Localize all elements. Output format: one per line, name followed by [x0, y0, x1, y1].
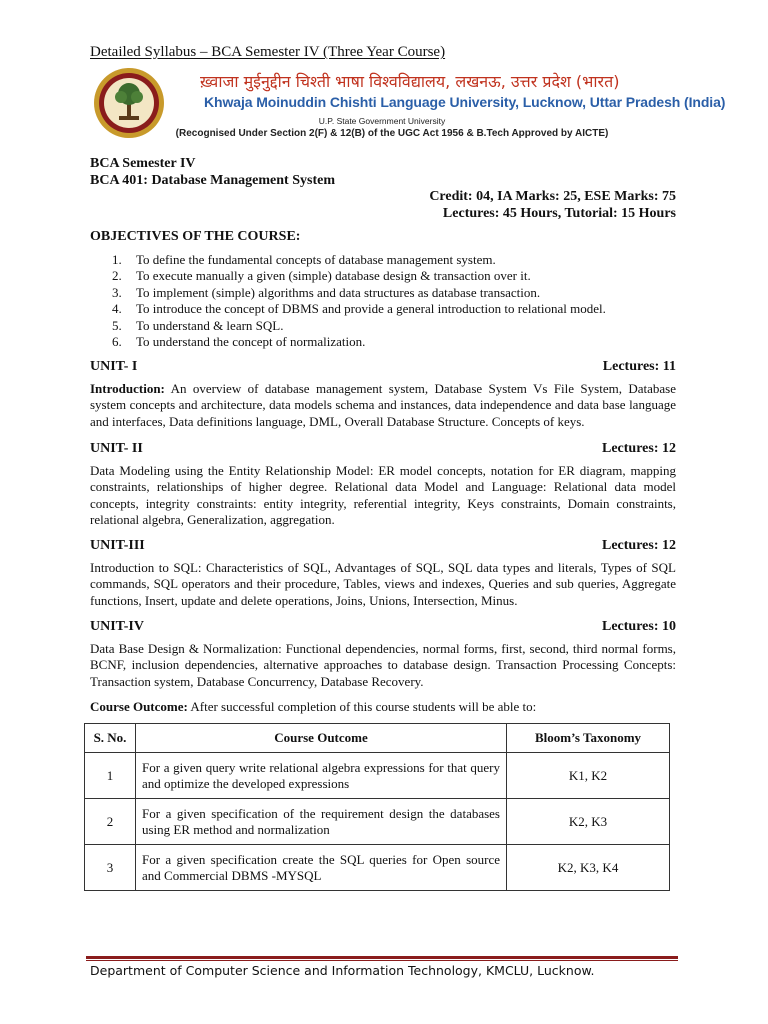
course-outcome-intro: Course Outcome: After successful completion of this course students will be able to:	[90, 699, 537, 714]
column-header: S. No.	[85, 724, 136, 753]
unit-lectures: Lectures: 12	[602, 538, 676, 553]
unit-description: Data Modeling using the Entity Relationship Model: ER model concepts, notation for ER diagram, mapping constraints, relationships of higher degree. Relational data Model and Language: Relational data model concepts, integrity constraints: entity integrity, referential integrity, Keys constraints, Domain constraints, relational algebra, Generalization, aggregation.	[90, 463, 676, 528]
cell-sno: 3	[85, 845, 136, 891]
footer-divider-thin	[86, 960, 678, 961]
unit-description: Introduction: An overview of database management system, Database System Vs File System, Database system concepts and architecture, data models schema and instances, data independence and data base language and interfaces, Data definitions language, DML, Overall Database Structure. Concepts of keys.	[90, 381, 676, 429]
table-row	[85, 799, 670, 845]
cell-sno: 2	[85, 799, 136, 845]
objectives-list	[112, 252, 606, 350]
unit-4-section	[90, 619, 676, 690]
hours-line: Lectures: 45 Hours, Tutorial: 15 Hours	[442, 206, 676, 221]
list-item: 1. To define the fundamental concepts of database management system.	[112, 252, 496, 267]
cell-outcome: For a given query write relational algebra expressions for that query and optimize the developed expressions	[136, 753, 507, 799]
university-name-hindi: ख़्वाजा मुईनुद्दीन चिश्ती भाषा विश्वविद्यालय, लखनऊ, उत्तर प्रदेश (भारत)	[200, 72, 620, 91]
unit-lectures: Lectures: 10	[602, 619, 676, 634]
course-outcome-table	[84, 723, 670, 891]
unit-1-section	[90, 359, 676, 430]
unit-2-section	[90, 441, 676, 529]
list-item: 2. To execute manually a given (simple) database design & transaction over it.	[112, 268, 531, 284]
list-item: 5. To understand & learn SQL.	[112, 317, 284, 333]
university-subtitle: U.P. State Government University	[318, 116, 446, 126]
list-item: 3. To implement (simple) algorithms and data structures as database transaction.	[112, 284, 541, 300]
column-header: Course Outcome	[136, 724, 507, 753]
university-name-english: Khwaja Moinuddin Chishti Language University, Lucknow, Uttar Pradesh (India)	[204, 94, 726, 110]
unit-title: UNIT- I	[90, 359, 138, 374]
list-item: 4. To introduce the concept of DBMS and provide a general introduction to relational model.	[112, 301, 606, 317]
footer-divider	[86, 956, 678, 959]
table-row	[85, 753, 670, 799]
unit-3-section	[90, 538, 676, 609]
unit-lectures: Lectures: 11	[602, 359, 676, 374]
university-banner	[92, 66, 726, 146]
course-credits	[429, 188, 676, 222]
unit-title: UNIT- II	[90, 441, 143, 456]
document-title: Detailed Syllabus – BCA Semester IV (Three Year Course)	[90, 44, 446, 60]
unit-description: Data Base Design & Normalization: Functional dependencies, normal forms, first, second, third normal forms, BCNF, inclusion dependencies, alternative approaches to database design. Transaction Processing Concepts: Transaction system, Database Concurrency, Database Recovery.	[90, 641, 676, 689]
course-code-title: BCA 401: Database Management System	[90, 173, 335, 188]
cell-taxonomy: K2, K3	[507, 799, 670, 845]
unit-title: UNIT-III	[90, 538, 145, 553]
cell-outcome: For a given specification create the SQL queries for Open source and Commercial DBMS -MYSQL	[136, 845, 507, 891]
unit-title: UNIT-IV	[90, 619, 144, 634]
unit-lectures: Lectures: 12	[602, 441, 676, 456]
list-item: 6. To understand the concept of normalization.	[112, 334, 366, 350]
semester-label: BCA Semester IV	[90, 156, 196, 171]
unit-description: Introduction to SQL: Characteristics of SQL, Advantages of SQL, SQL data types and literals, Types of SQL commands, SQL operators and their procedure, Tables, views and indexes, Queries and sub queries, Aggregate functions, Insert, update and delete operations, Joins, Unions, Intersection, Minus.	[90, 560, 676, 608]
course-heading	[90, 155, 335, 189]
cell-sno: 1	[85, 753, 136, 799]
table-row	[85, 845, 670, 891]
objectives-heading: OBJECTIVES OF THE COURSE:	[90, 229, 301, 244]
cell-taxonomy: K1, K2	[507, 753, 670, 799]
page-footer: Department of Computer Science and Information Technology, KMCLU, Lucknow.	[90, 963, 595, 978]
cell-taxonomy: K2, K3, K4	[507, 845, 670, 891]
credits-line: Credit: 04, IA Marks: 25, ESE Marks: 75	[429, 189, 676, 204]
cell-outcome: For a given specification of the requirement design the databases using ER method and normalization	[136, 799, 507, 845]
university-recognition: (Recognised Under Section 2(F) & 12(B) of the UGC Act 1956 & B.Tech Approved by AICTE)	[175, 128, 609, 139]
column-header: Bloom’s Taxonomy	[507, 724, 670, 753]
table-header-row	[85, 724, 670, 753]
